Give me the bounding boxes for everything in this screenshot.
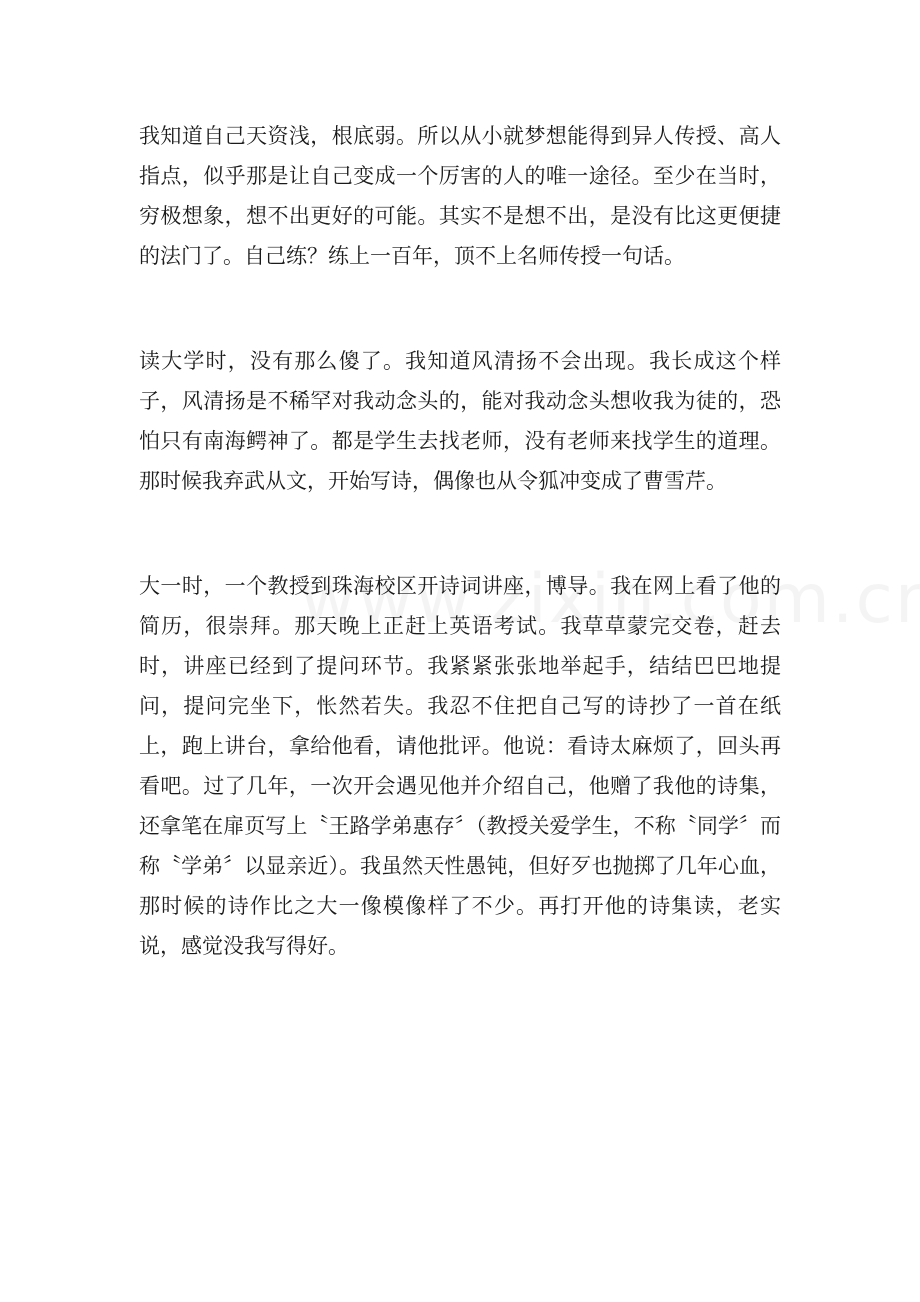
document-body xyxy=(139,116,781,966)
paragraph-2: 读大学时，没有那么傻了。我知道风清扬不会出现。我长成这个样子，风清扬是不稀罕对我动念头的，能对我动念头想收我为徒的，恐怕只有南海鳄神了。都是学生去找老师，没有老师来找学生的道理。那时候我弃武从文，开始写诗，偶像也从令狐冲变成了曹雪芹。 xyxy=(139,349,781,493)
paragraph-1: 我知道自己天资浅，根底弱。所以从小就梦想能得到异人传授、高人指点，似乎那是让自己变成一个厉害的人的唯一途径。至少在当时，穷极想象，想不出更好的可能。其实不是想不出，是没有比这更便捷的法门了。自己练？练上一百年，顶不上名师传授一句话。 xyxy=(139,124,781,268)
paragraph-3: 大一时，一个教授到珠海校区开诗词讲座，博导。我在网上看了他的简历，很崇拜。那天晚上正赶上英语考试。我草草蒙完交卷，赶去时，讲座已经到了提问环节。我紧紧张张地举起手，结结巴巴地提问，提问完坐下，怅然若失。我忍不住把自己写的诗抄了一首在纸上，跑上讲台，拿给他看，请他批评。他说：看诗太麻烦了，回头再看吧。过了几年，一次开会遇见他并介绍自己，他赠了我他的诗集，还拿笔在扉页写上〝王路学弟惠存〞（教授关爱学生，不称〝同学〞而称〝学弟〞以显亲近）。我虽然天性愚钝，但好歹也抛掷了几年心血，那时候的诗作比之大一像模像样了不少。再打开他的诗集读，老实说，感觉没我写得好。 xyxy=(139,574,781,958)
